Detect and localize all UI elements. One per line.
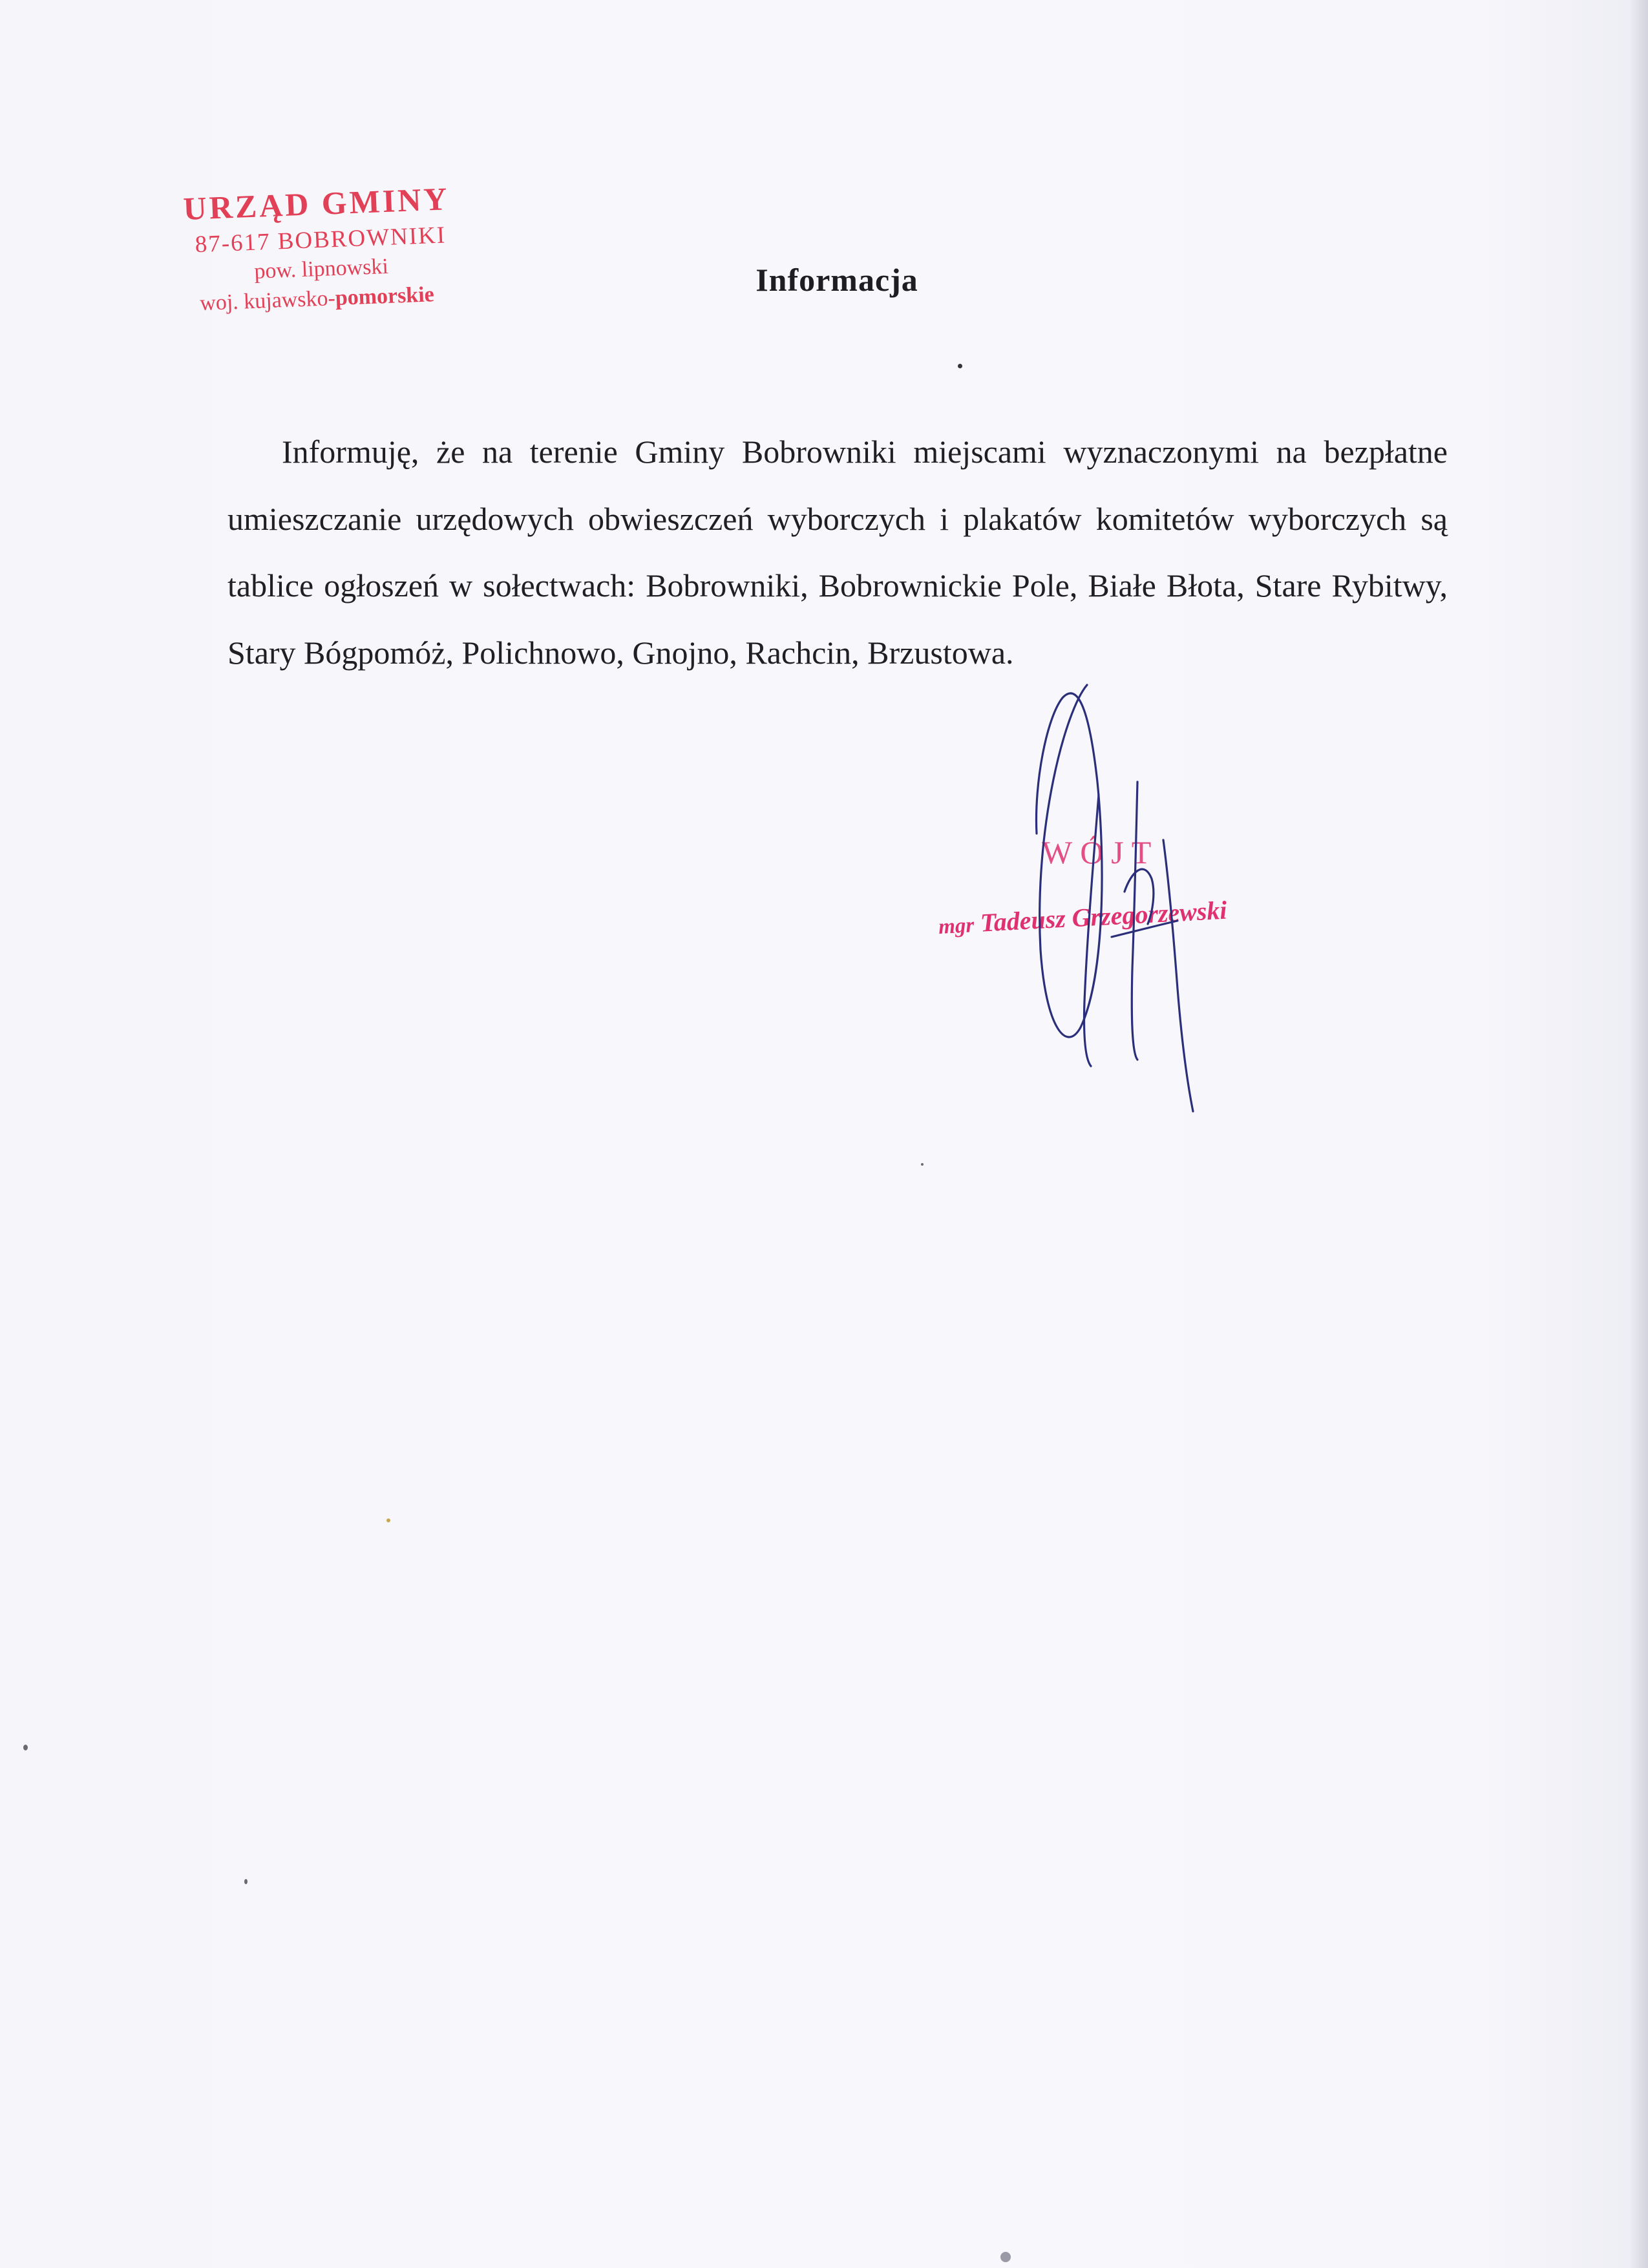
paper-speck <box>23 1745 28 1750</box>
stamp-office-name: URZĄD GMINY <box>182 180 450 227</box>
paper-speck <box>386 1518 390 1522</box>
signature-stroke-1 <box>1084 795 1099 1066</box>
paper-speck <box>244 1879 248 1884</box>
signature-stroke-loop <box>1036 685 1102 1037</box>
office-stamp <box>182 169 498 330</box>
signature-stroke-3 <box>1125 869 1154 924</box>
signature-stamp-prefix: mgr <box>938 914 975 939</box>
paper-speck <box>1000 2252 1011 2262</box>
page-edge-shadow <box>1629 0 1648 2268</box>
body-paragraph: Informuję, że na terenie Gminy Bobrowniki miejscami wyznaczonymi na bezpłatne umieszczanie urzędowych obwieszczeń wyborczych i plakatów komitetów wyborczych są tablice ogłoszeń w sołectwach: Bobrowniki, Bobrownickie Pole, Białe Błota, Stare Rybitwy, Stary Bógpomóż, Polichnowo, Gnojno, Rachcin, Brzustowa. <box>227 434 1448 671</box>
paper-speck <box>921 1163 924 1166</box>
stamp-voivodeship <box>200 282 435 316</box>
signature-stamp-title: WÓJT <box>1042 834 1159 870</box>
stamp-voivodeship-bold: pomorskie <box>335 282 435 311</box>
stamp-voivodeship-prefix: woj. kujawsko- <box>199 286 336 316</box>
document-body <box>227 419 1448 686</box>
handwritten-signature <box>1008 666 1228 1118</box>
ink-dot <box>958 364 962 368</box>
stamp-county: pow. lipnowski <box>253 254 389 284</box>
document-title: Informacja <box>755 262 918 298</box>
signature-stroke-4 <box>1163 840 1193 1111</box>
stamp-postal-address: 87-617 BOBROWNIKI <box>195 222 447 258</box>
signature-stroke-5 <box>1112 921 1178 937</box>
signature-stroke-2 <box>1132 782 1137 1060</box>
signature-stamp-fullname: Tadeusz Grzegorzewski <box>979 895 1228 938</box>
